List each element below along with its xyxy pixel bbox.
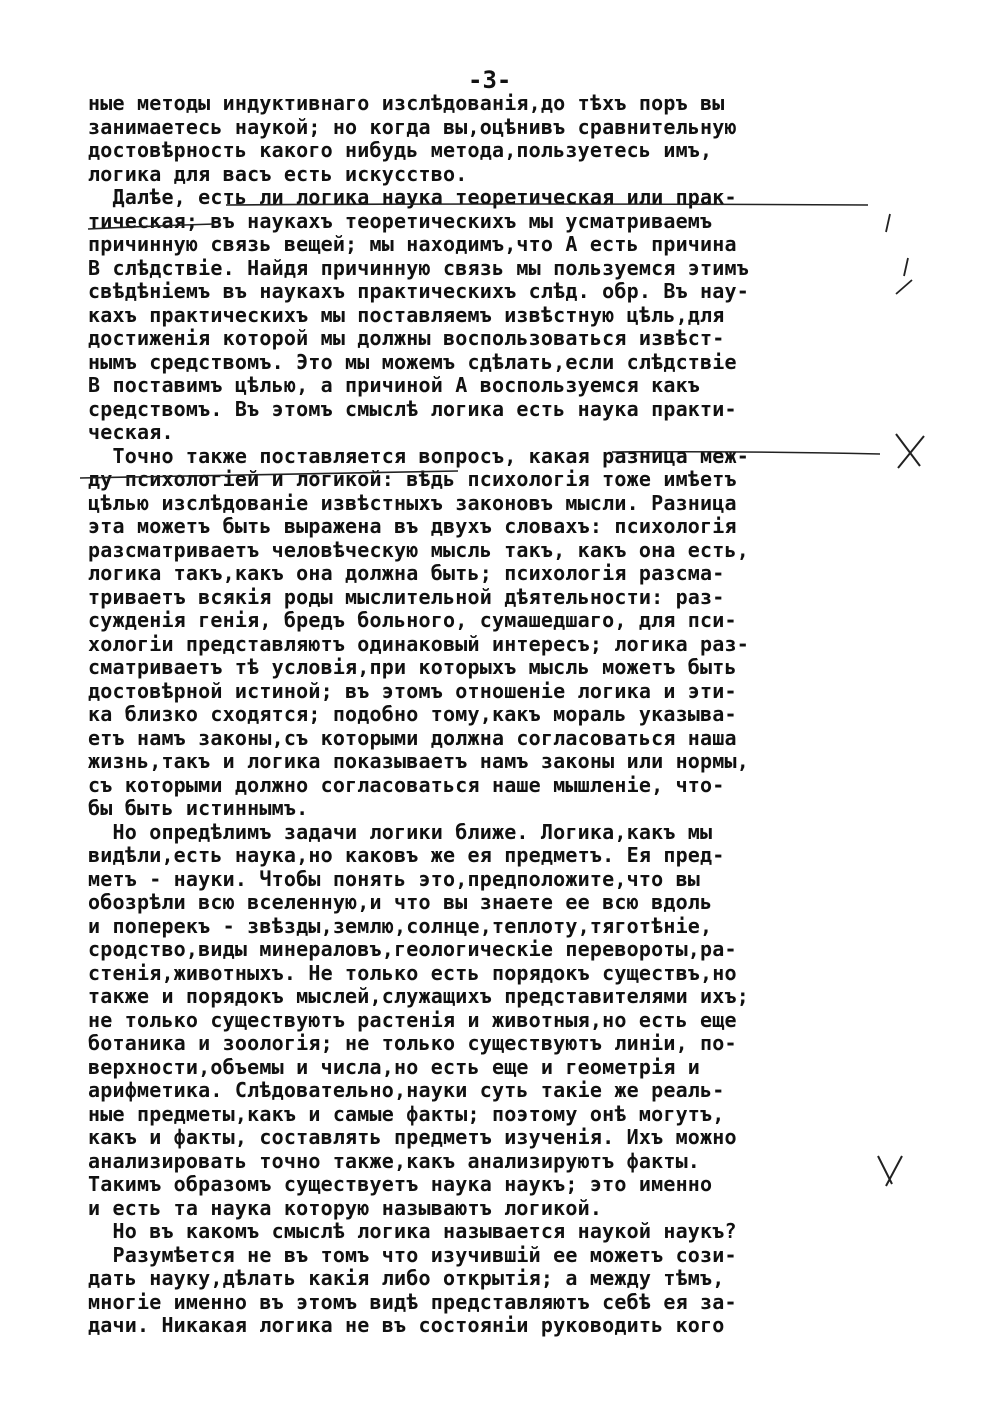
text-line: эта можетъ быть выражена въ двухъ словахъ: психологія (88, 514, 737, 538)
text-line: жизнь,такъ и логика показываетъ намъ законы или нормы, (88, 749, 750, 773)
text-line: кахъ практическихъ мы поставляемъ извѣстную цѣль,для (88, 302, 725, 327)
text-line: достиженія которой мы должны воспользоваться извѣст- (88, 326, 725, 350)
text-line: видѣли,есть наука,но каковъ же ея предметъ. Ея пред- (88, 843, 725, 867)
text-line: разсматриваетъ человѣческую мысль такъ, какъ она есть, (88, 537, 750, 562)
text-line: обозрѣли всю вселенную,и что вы знаете ее всю вдоль (88, 890, 713, 914)
text-line: дать науку,дѣлать какія либо открытія; а между тѣмъ, (88, 1266, 725, 1290)
text-line: В слѣдствіе. Найдя причинную связь мы пользуемся этимъ (88, 255, 750, 280)
text-line: Точно также поставляется вопросъ, какая разница меж- (88, 443, 750, 468)
text-line: цѣлью изслѣдованіе извѣстныхъ законовъ мысли. Разница (88, 490, 737, 515)
text-line: сужденія генія, бредъ больного, сумашедшаго, для пси- (88, 608, 737, 632)
text-line: етъ намъ законы,съ которыми должна согласоваться наша (88, 725, 737, 750)
text-line: Разумѣется не въ томъ что изучившій ее можетъ сози- (88, 1242, 737, 1267)
text-line: В поставимъ цѣлью, а причиной А воспользуемся какъ (88, 373, 701, 397)
page-number: -3- (468, 66, 512, 94)
text-line: средствомъ. Въ этомъ смыслѣ логика есть наука практи- (88, 396, 737, 421)
text-line: свѣдѣніемъ въ наукахъ практическихъ слѣд. обр. Въ нау- (88, 279, 750, 303)
text-line: логика для васъ есть искусство. (88, 161, 468, 186)
text-line: Такимъ образомъ существуетъ наука наукъ; это именно (88, 1172, 713, 1196)
text-line: ные методы индуктивнаго изслѣдованія,до тѣхъ поръ вы (88, 91, 725, 115)
text-line: ка близко сходятся; подобно тому,какъ мораль указыва- (88, 702, 737, 726)
text-line: и есть та наука которую называютъ логикой. (88, 1195, 603, 1220)
text-line: метъ - науки. Чтобы понять это,предположите,что вы (88, 866, 701, 891)
text-line: какъ и факты, составлять предметъ изученія. Ихъ можно (88, 1125, 737, 1149)
text-line: Далѣе, есть ли логика наука теоретическая или прак- (88, 185, 737, 209)
text-line: съ которыми должно согласоваться наше мышленіе, что- (88, 772, 725, 797)
text-line: хологіи представляютъ одинаковый интересъ; логика раз- (88, 631, 750, 656)
text-line: ческая. (88, 420, 174, 444)
text-line: сродство,виды минераловъ,геологическіе перевороты,ра- (88, 937, 737, 961)
text-line: сматриваетъ тѣ условія,при которыхъ мысль можетъ быть (88, 655, 737, 679)
text-line: достовѣрной истиной; въ этомъ отношеніе логика и эти- (88, 678, 737, 703)
text-line: стенія,животныхъ. Не только есть порядокъ существъ,но (88, 960, 737, 985)
text-line: тическая; въ наукахъ теоретическихъ мы усматриваемъ (88, 208, 713, 233)
text-line: ду психологіей и логикой: вѣдь психологія тоже имѣетъ (88, 467, 737, 491)
text-line: логика такъ,какъ она должна быть; психологія разсма- (88, 561, 725, 585)
text-line: многіе именно въ этомъ видѣ представляютъ себѣ ея за- (88, 1289, 737, 1314)
text-line: достовѣрность какого нибудь метода,пользуетесь имъ, (88, 138, 713, 162)
text-line: также и порядокъ мыслей,служащихъ представителями ихъ; (88, 984, 750, 1008)
text-line: Но въ какомъ смыслѣ логика называется наукой наукъ? (88, 1219, 737, 1243)
text-line: занимаетесь наукой; но когда вы,оцѣнивъ сравнительную (88, 114, 737, 139)
document-body (88, 92, 908, 1338)
text-line: ные предметы,какъ и самые факты; поэтому онѣ могутъ, (88, 1101, 725, 1126)
text-line: верхности,объемы и числа,но есть еще и геометрія и (88, 1054, 701, 1079)
text-line: бы быть истиннымъ. (88, 796, 309, 820)
text-line: ботаника и зоологія; не только существуютъ линіи, по- (88, 1031, 737, 1055)
text-line: причинную связь вещей; мы находимъ,что А есть причина (88, 232, 737, 256)
text-line: Но опредѣлимъ задачи логики ближе. Логика,какъ мы (88, 819, 713, 844)
text-line: и поперекъ - звѣзды,землю,солнце,теплоту,тяготѣніе, (88, 913, 713, 938)
text-line: триваетъ всякія роды мыслительной дѣятельности: раз- (88, 584, 725, 609)
text-line: не только существуютъ растенія и животныя,но есть еще (88, 1007, 737, 1032)
text-line: нымъ средствомъ. Это мы можемъ сдѣлать,если слѣдствіе (88, 349, 737, 374)
text-line: анализировать точно также,какъ анализируютъ факты. (88, 1148, 701, 1173)
text-line: арифметика. Слѣдовательно,науки суть такіе же реаль- (88, 1078, 725, 1102)
text-line: дачи. Никакая логика не въ состояніи руководить кого (88, 1313, 725, 1337)
